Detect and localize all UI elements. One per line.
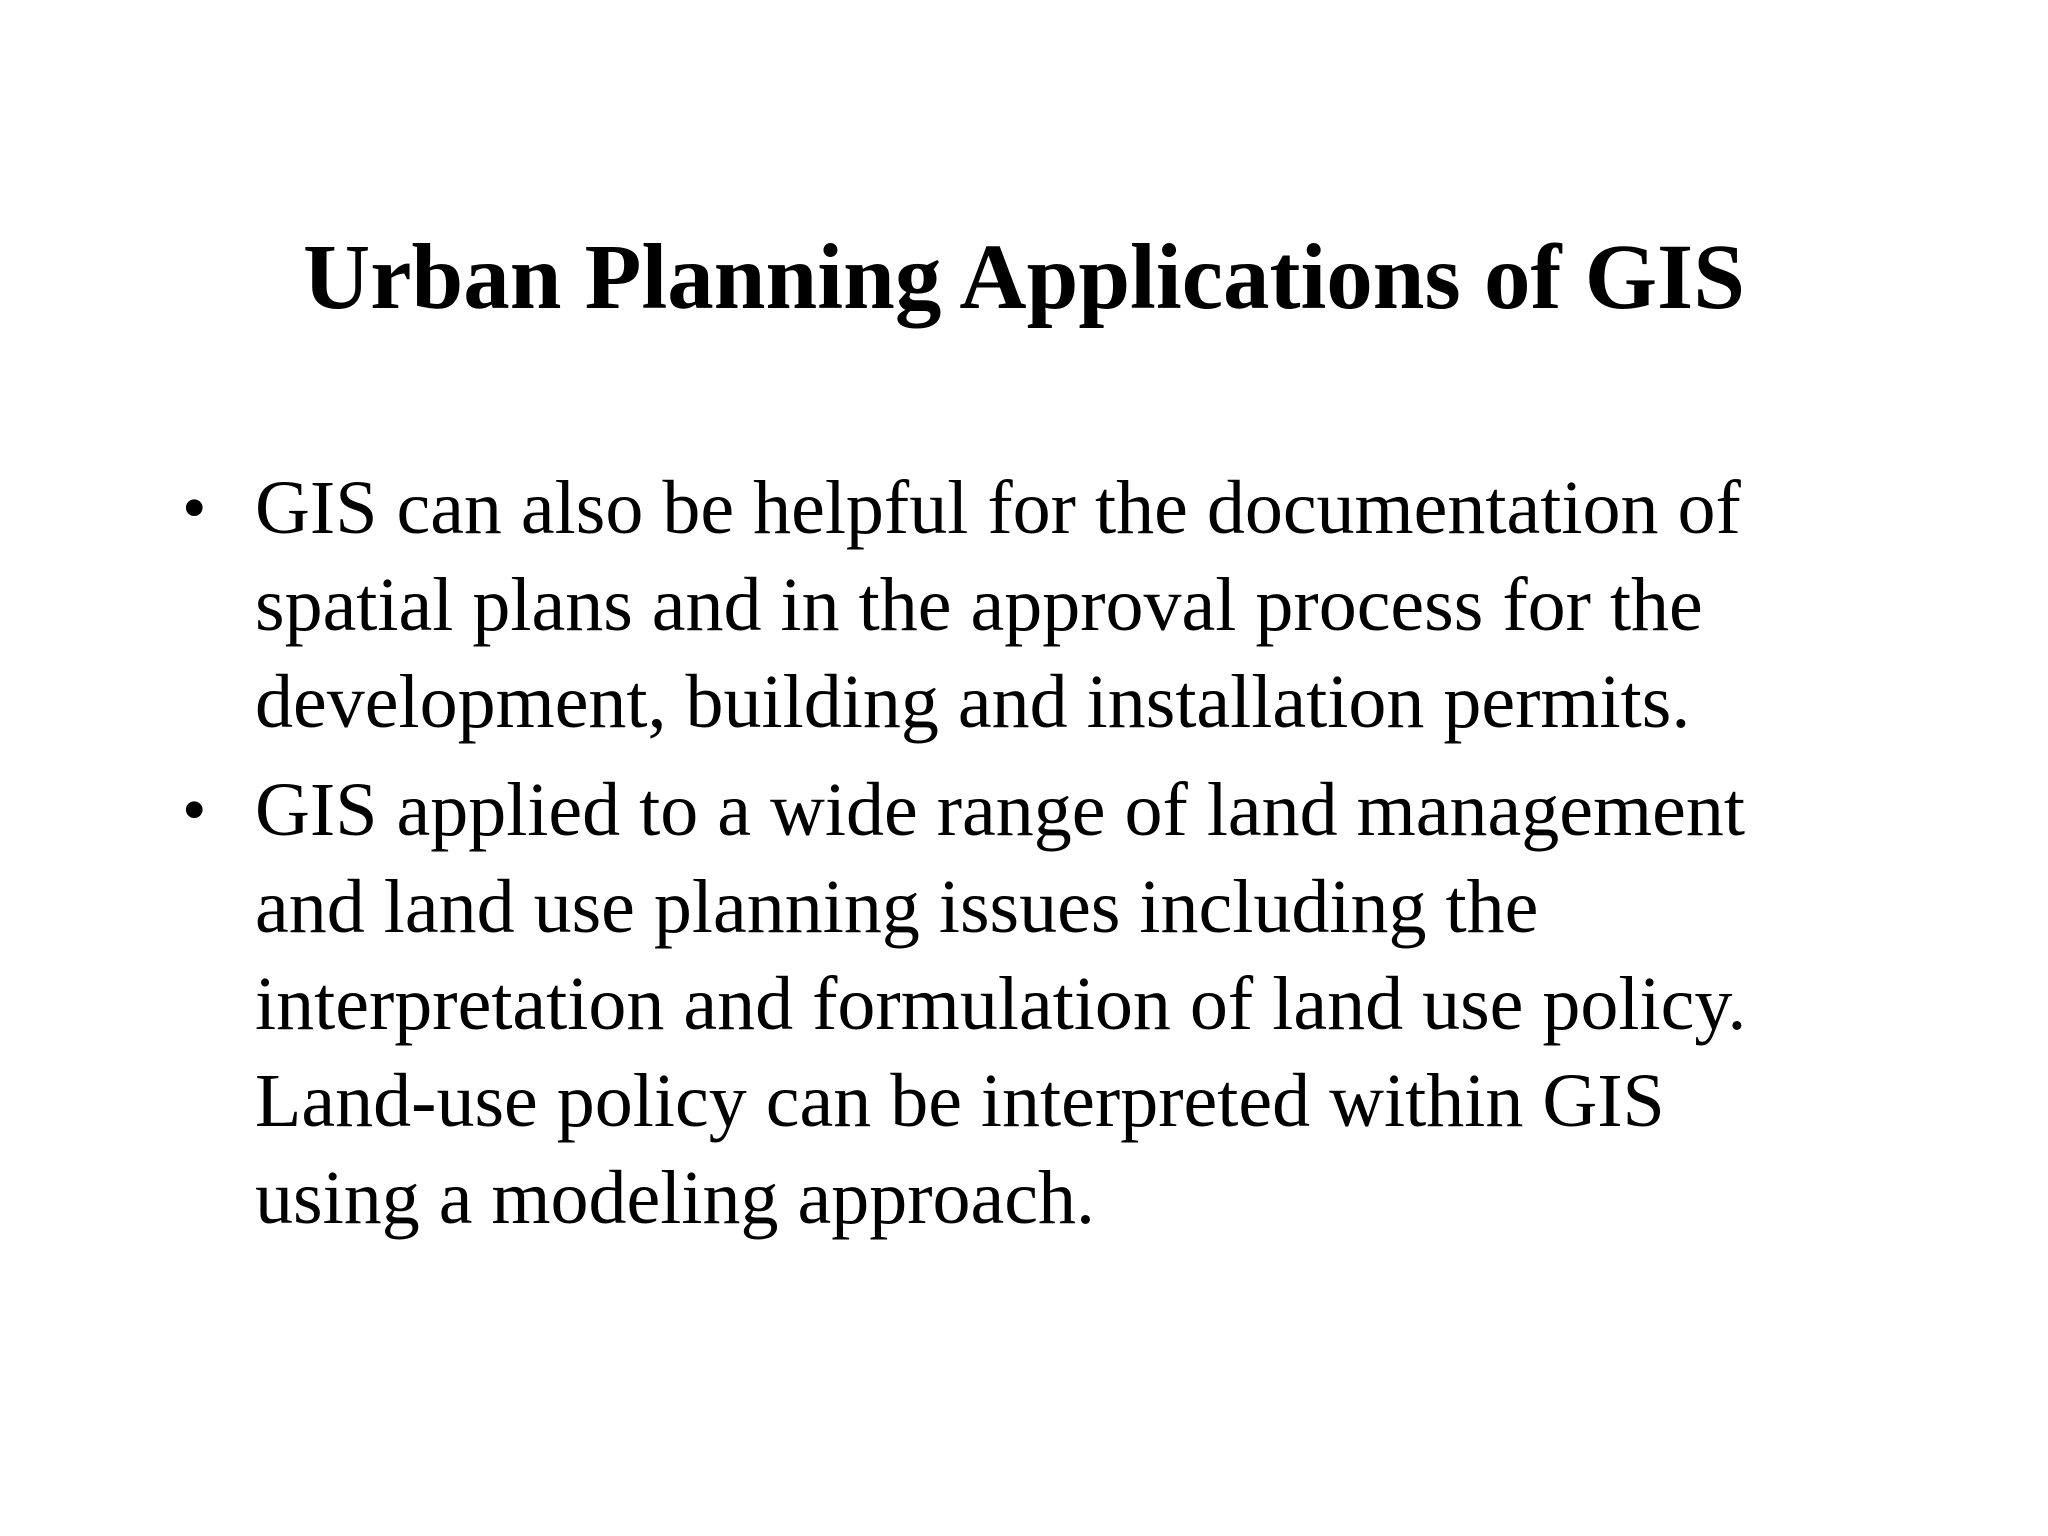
bullet-text-line: Land-use policy can be interpreted within GIS <box>255 1059 1665 1143</box>
bullet-text-line: GIS applied to a wide range of land management <box>255 768 1745 852</box>
bullet-text-line: and land use planning issues including the <box>255 865 1539 949</box>
bullet-text-line: GIS can also be helpful for the documentation of <box>255 466 1741 550</box>
bullet-text-line: development, building and installation permits. <box>255 660 1691 744</box>
slide-title: Urban Planning Applications of GIS <box>303 226 1745 329</box>
bullet-dot-icon: • <box>182 772 207 849</box>
bullet-text-line: interpretation and formulation of land use policy. <box>255 962 1747 1046</box>
bullet-item-documentation <box>170 460 1930 751</box>
bullet-text-line: spatial plans and in the approval process for the <box>255 563 1703 647</box>
bullet-text-line: using a modeling approach. <box>255 1156 1096 1240</box>
bullet-list <box>170 460 1930 1258</box>
bullet-item-land-management <box>170 762 1930 1247</box>
bullet-dot-icon: • <box>182 470 207 547</box>
